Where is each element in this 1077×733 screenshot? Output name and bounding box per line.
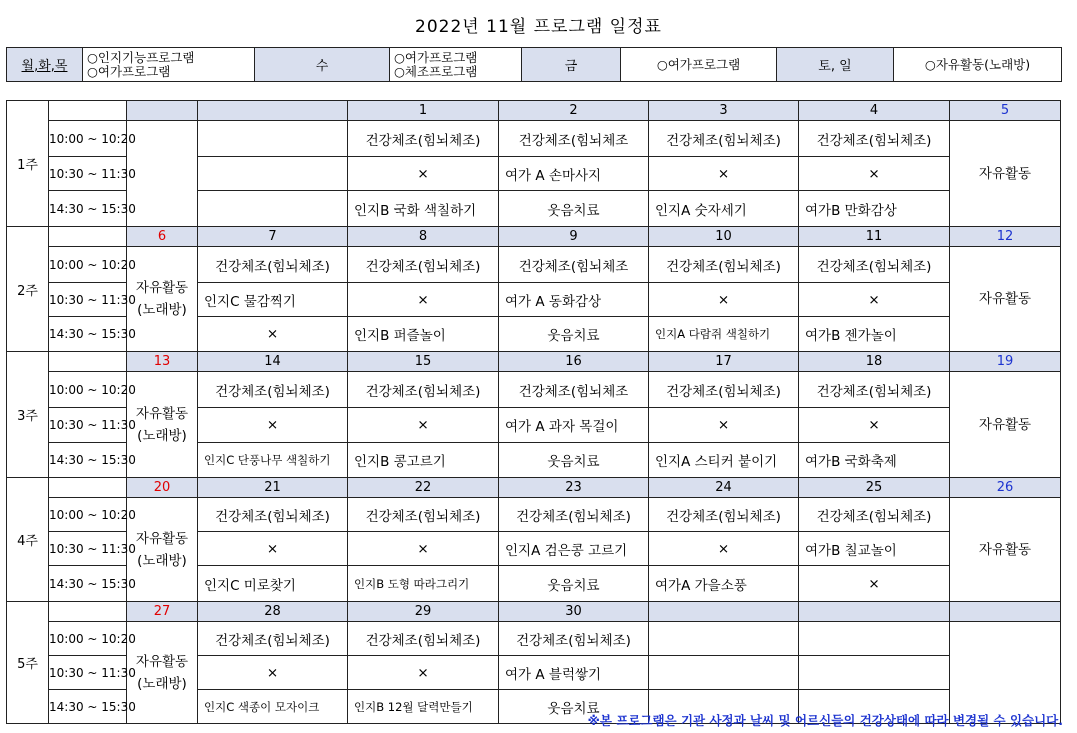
day-number [127,101,198,121]
day-number: 26 [950,478,1061,498]
sunday-activity: 자유활동 (노래방) [127,622,198,724]
day-number: 22 [348,478,499,498]
legend-programs: ○여가프로그램 ○체조프로그램 [390,48,522,82]
time-header-cell [49,227,127,247]
week-header-row [7,101,1061,121]
legend-day-label: 금 [522,48,621,82]
time-slot-row [7,372,1061,408]
activity-cell: 인지C 단풍나무 색칠하기 [198,443,348,478]
week-label: 5주 [7,602,49,724]
time-slot-row [7,498,1061,532]
activity-cell: × [348,408,499,443]
activity-cell: 여가A 가을소풍 [649,566,799,602]
day-number: 27 [127,602,198,622]
day-number: 8 [348,227,499,247]
time-slot: 14:30 ~ 15:30 [49,317,127,352]
day-number: 7 [198,227,348,247]
time-slot: 14:30 ~ 15:30 [49,690,127,724]
activity-cell: 여가 A 과자 목걸이 [499,408,649,443]
program-legend [6,47,1062,82]
day-number: 25 [799,478,950,498]
sunday-activity [127,121,198,227]
day-number: 15 [348,352,499,372]
week-header-row [7,602,1061,622]
activity-cell: 건강체조(힘뇌체조) [649,121,799,157]
activity-cell: 여가 A 블럭쌓기 [499,656,649,690]
activity-cell: 인지A 검은콩 고르기 [499,532,649,566]
legend-day-label: 토, 일 [777,48,894,82]
day-number: 13 [127,352,198,372]
activity-cell: × [198,317,348,352]
activity-cell [799,656,950,690]
activity-cell: 여가 A 손마사지 [499,157,649,191]
activity-cell: 건강체조(힘뇌체조) [799,121,950,157]
activity-cell: 건강체조(힘뇌체조 [499,247,649,283]
time-slot: 10:30 ~ 11:30 [49,656,127,690]
activity-cell: × [348,157,499,191]
day-number: 24 [649,478,799,498]
activity-cell [198,191,348,227]
day-number: 18 [799,352,950,372]
week-label: 3주 [7,352,49,478]
activity-cell: × [649,157,799,191]
activity-cell: 웃음치료 [499,690,649,724]
activity-cell: × [649,283,799,317]
activity-cell: × [348,532,499,566]
activity-cell: 건강체조(힘뇌체조) [348,247,499,283]
activity-cell: 인지B 국화 색칠하기 [348,191,499,227]
saturday-activity [950,622,1061,724]
time-header-cell [49,602,127,622]
time-slot: 10:30 ~ 11:30 [49,283,127,317]
activity-cell: × [799,157,950,191]
time-header-cell [49,352,127,372]
saturday-activity: 자유활동 [950,121,1061,227]
day-number [950,602,1061,622]
activity-cell: 인지C 물감찍기 [198,283,348,317]
day-number [799,602,950,622]
time-slot: 10:30 ~ 11:30 [49,157,127,191]
activity-cell [649,622,799,656]
sunday-activity: 자유활동 (노래방) [127,498,198,602]
activity-cell: 인지B 퍼즐놀이 [348,317,499,352]
day-number: 10 [649,227,799,247]
activity-cell: 웃음치료 [499,566,649,602]
activity-cell: × [649,532,799,566]
time-header-cell [49,478,127,498]
time-slot-row [7,622,1061,656]
activity-cell [799,622,950,656]
activity-cell [198,157,348,191]
day-number: 19 [950,352,1061,372]
day-number: 4 [799,101,950,121]
day-number: 3 [649,101,799,121]
activity-cell: × [348,283,499,317]
activity-cell: 인지C 미로찾기 [198,566,348,602]
activity-cell: 건강체조(힘뇌체조) [799,372,950,408]
activity-cell: 여가B 칠교놀이 [799,532,950,566]
day-number: 11 [799,227,950,247]
week-header-row [7,227,1061,247]
time-slot: 14:30 ~ 15:30 [49,566,127,602]
activity-cell: 건강체조(힘뇌체조) [198,498,348,532]
activity-cell: 인지A 숫자세기 [649,191,799,227]
day-number: 2 [499,101,649,121]
day-number: 29 [348,602,499,622]
day-number: 9 [499,227,649,247]
time-slot: 14:30 ~ 15:30 [49,191,127,227]
day-number: 30 [499,602,649,622]
time-slot-row [7,247,1061,283]
activity-cell: 건강체조(힘뇌체조) [799,498,950,532]
activity-cell: 건강체조(힘뇌체조) [649,372,799,408]
activity-cell: 건강체조(힘뇌체조 [499,121,649,157]
activity-cell: × [348,656,499,690]
page-title: 2022년 11월 프로그램 일정표 [415,17,662,37]
day-number: 21 [198,478,348,498]
activity-cell: × [799,283,950,317]
activity-cell: × [198,532,348,566]
activity-cell: 건강체조(힘뇌체조) [649,247,799,283]
schedule-note: ※본 프로그램은 기관 사정과 날씨 및 어르신들의 건강상태에 따라 변경될 수 있습니다. [587,713,1063,728]
week-label: 2주 [7,227,49,352]
activity-cell: 인지A 스티커 붙이기 [649,443,799,478]
activity-cell: 인지C 색종이 모자이크 [198,690,348,724]
time-header-cell [49,101,127,121]
legend-day-label: 수 [255,48,390,82]
week-label: 4주 [7,478,49,602]
activity-cell [649,656,799,690]
activity-cell: 인지B 콩고르기 [348,443,499,478]
week-label: 1주 [7,101,49,227]
schedule-table [6,100,1061,724]
activity-cell: 건강체조(힘뇌체조) [348,121,499,157]
activity-cell: 건강체조(힘뇌체조) [198,372,348,408]
saturday-activity: 자유활동 [950,372,1061,478]
time-slot: 14:30 ~ 15:30 [49,443,127,478]
time-slot: 10:00 ~ 10:20 [49,622,127,656]
activity-cell [198,121,348,157]
activity-cell: 웃음치료 [499,317,649,352]
time-slot: 10:30 ~ 11:30 [49,532,127,566]
day-number: 17 [649,352,799,372]
time-slot: 10:00 ~ 10:20 [49,247,127,283]
activity-cell: × [198,408,348,443]
activity-cell: 인지B 12월 달력만들기 [348,690,499,724]
activity-cell: 인지B 도형 따라그리기 [348,566,499,602]
activity-cell: 여가B 국화축제 [799,443,950,478]
legend-programs: ○여가프로그램 [621,48,777,82]
activity-cell: 건강체조(힘뇌체조) [348,498,499,532]
activity-cell: 여가B 만화감상 [799,191,950,227]
sunday-activity: 자유활동 (노래방) [127,247,198,352]
day-number: 16 [499,352,649,372]
activity-cell: 건강체조(힘뇌체조) [649,498,799,532]
activity-cell: 웃음치료 [499,443,649,478]
day-number: 1 [348,101,499,121]
day-number: 12 [950,227,1061,247]
time-slot: 10:00 ~ 10:20 [49,121,127,157]
activity-cell: 건강체조(힘뇌체조) [198,247,348,283]
activity-cell: 건강체조(힘뇌체조 [499,372,649,408]
activity-cell: 건강체조(힘뇌체조) [799,247,950,283]
day-number [649,602,799,622]
time-slot-row [7,121,1061,157]
day-number: 5 [950,101,1061,121]
activity-cell: 인지A 다람쥐 색칠하기 [649,317,799,352]
saturday-activity: 자유활동 [950,247,1061,352]
saturday-activity: 자유활동 [950,498,1061,602]
activity-cell: × [649,408,799,443]
time-slot: 10:00 ~ 10:20 [49,498,127,532]
legend-programs: ○자유활동(노래방) [894,48,1062,82]
activity-cell: 건강체조(힘뇌체조) [499,498,649,532]
day-number: 28 [198,602,348,622]
activity-cell: 여가 A 동화감상 [499,283,649,317]
sunday-activity: 자유활동 (노래방) [127,372,198,478]
activity-cell: 웃음치료 [499,191,649,227]
activity-cell: × [799,408,950,443]
day-number: 20 [127,478,198,498]
activity-cell: 건강체조(힘뇌체조) [348,372,499,408]
day-number [198,101,348,121]
legend-programs: ○인지기능프로그램 ○여가프로그램 [83,48,255,82]
activity-cell: 건강체조(힘뇌체조) [499,622,649,656]
activity-cell: × [799,566,950,602]
activity-cell: 건강체조(힘뇌체조) [348,622,499,656]
time-slot: 10:30 ~ 11:30 [49,408,127,443]
week-header-row [7,352,1061,372]
day-number: 6 [127,227,198,247]
activity-cell: × [198,656,348,690]
day-number: 23 [499,478,649,498]
day-number: 14 [198,352,348,372]
activity-cell: 여가B 젠가놀이 [799,317,950,352]
legend-day-label: 월,화,목 [7,48,83,82]
week-header-row [7,478,1061,498]
activity-cell: 건강체조(힘뇌체조) [198,622,348,656]
time-slot: 10:00 ~ 10:20 [49,372,127,408]
